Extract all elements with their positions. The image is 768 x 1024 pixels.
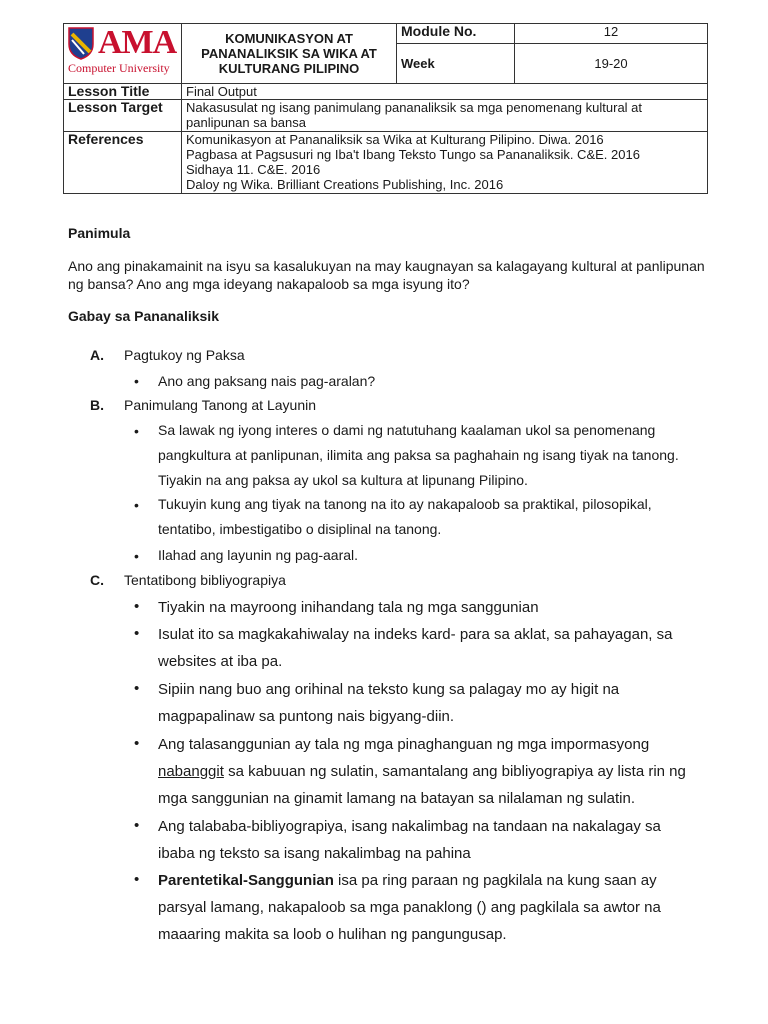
lesson-title-value: Final Output (182, 84, 708, 100)
list-item (158, 867, 688, 948)
header-table (63, 23, 708, 194)
gabay-heading: Gabay sa Pananaliksik (68, 308, 219, 324)
bullet-icon: • (134, 735, 140, 752)
section-a-letter: A. (90, 347, 104, 363)
lesson-target-label: Lesson Target (64, 100, 182, 132)
week-value: 19-20 (515, 44, 708, 84)
bullet-icon: • (134, 817, 140, 834)
reference-item: Pagbasa at Pagsusuri ng Iba't Ibang Teksto Tungo sa Pananaliksik. C&E. 2016 (186, 147, 640, 162)
section-b-letter: B. (90, 397, 104, 413)
bullet-icon: • (134, 373, 139, 389)
bullet-icon: • (134, 625, 140, 642)
crest-icon (68, 26, 94, 60)
list-item-line (158, 758, 688, 785)
ama-logo (68, 26, 177, 76)
bullet-icon: • (134, 598, 140, 615)
list-item: Isulat ito sa magkakahiwalay na indeks kard- para sa aklat, sa pahayagan, sa websites at iba pa. (158, 626, 673, 670)
bullet-icon: • (134, 680, 140, 697)
bullet-icon: • (134, 548, 139, 564)
list-item-text: sa kabuuan ng sulatin, samantalang ang bibliyograpiya ay lista rin ng (228, 763, 686, 780)
list-item (158, 731, 688, 812)
reference-item: Komunikasyon at Pananaliksik sa Wika at Kulturang Pilipino. Diwa. 2016 (186, 132, 604, 147)
section-b-title: Panimulang Tanong at Layunin (124, 397, 317, 413)
list-item: Ano ang paksang nais pag-aralan? (158, 373, 376, 389)
bullet-icon: • (134, 497, 139, 513)
week-label: Week (397, 44, 515, 84)
logo-subtitle: Computer University (68, 61, 170, 75)
list-item-text: isa pa ring paraan ng pagkilala na kung saan ay parsyal lamang, nakapaloob sa mga panaklong () ang pagkilala sa awtor na maaaring makita sa loob o hulihan ng pangungusap. (158, 872, 661, 943)
list-item-line: Ang talasanggunian ay tala ng mga pinaghanguan ng mga impormasyong (158, 736, 650, 753)
reference-item: Daloy ng Wika. Brilliant Creations Publishing, Inc. 2016 (186, 177, 504, 192)
section-c-title: Tentatibong bibliyograpiya (124, 572, 286, 588)
list-item: Tukuyin kung ang tiyak na tanong na ito ay nakapaloob sa praktikal, pilosopikal, tentatibo, imbestigatibo o disiplinal na tanong. (158, 496, 652, 537)
list-item: Tiyakin na mayroong inihandang tala ng mga sanggunian (158, 599, 539, 616)
bold-term: Parentetikal-Sanggunian (158, 872, 334, 889)
references-label: References (64, 132, 182, 194)
list-item: Sipiin nang buo ang orihinal na teksto kung sa palagay mo ay higit na magpapalinaw sa puntong nais bigyang-diin. (158, 681, 620, 725)
module-value: 12 (515, 24, 708, 44)
underlined-word: nabanggit (158, 763, 224, 780)
list-item: Ilahad ang layunin ng pag-aaral. (158, 547, 359, 563)
section-a-title: Pagtukoy ng Paksa (124, 347, 245, 363)
logo-cell (64, 24, 182, 84)
bullet-icon: • (134, 423, 139, 439)
logo-ama-text: AMA (98, 24, 177, 61)
list-item: Sa lawak ng iyong interes o dami ng natutuhang kaalaman ukol sa penomenang pangkultura at panlipunan, ilimita ang paksa sa paghahain ng isang tiyak na tanong. Tiyakin na ang paksa ay ukol sa kultura at lipunang Pilipino. (158, 422, 679, 488)
panimula-text: Ano ang pinakamainit na isyu sa kasalukuyan na may kaugnayan sa kalagayang kultural at panlipunan ng bansa? Ano ang mga ideyang nakapaloob sa mga isyung ito? (68, 258, 705, 292)
section-c-letter: C. (90, 572, 104, 588)
lesson-title-label: Lesson Title (64, 84, 182, 100)
course-title: KOMUNIKASYON AT PANANALIKSIK SA WIKA AT KULTURANG PILIPINO (182, 24, 397, 84)
module-label: Module No. (397, 24, 515, 44)
references-list (182, 132, 708, 194)
lesson-target-value: Nakasusulat ng isang panimulang pananaliksik sa mga penomenang kultural at panlipunan sa bansa (182, 100, 708, 132)
list-item: Ang talababa-bibliyograpiya, isang nakalimbag na tandaan na nakalagay sa ibaba ng teksto sa isang nakalimbag na pahina (158, 818, 661, 862)
reference-item: Sidhaya 11. C&E. 2016 (186, 162, 321, 177)
panimula-heading: Panimula (68, 225, 131, 241)
bullet-icon: • (134, 871, 140, 888)
list-item-line: mga sanggunian na ginamit lamang na batayan sa nilalaman ng sulatin. (158, 790, 635, 807)
